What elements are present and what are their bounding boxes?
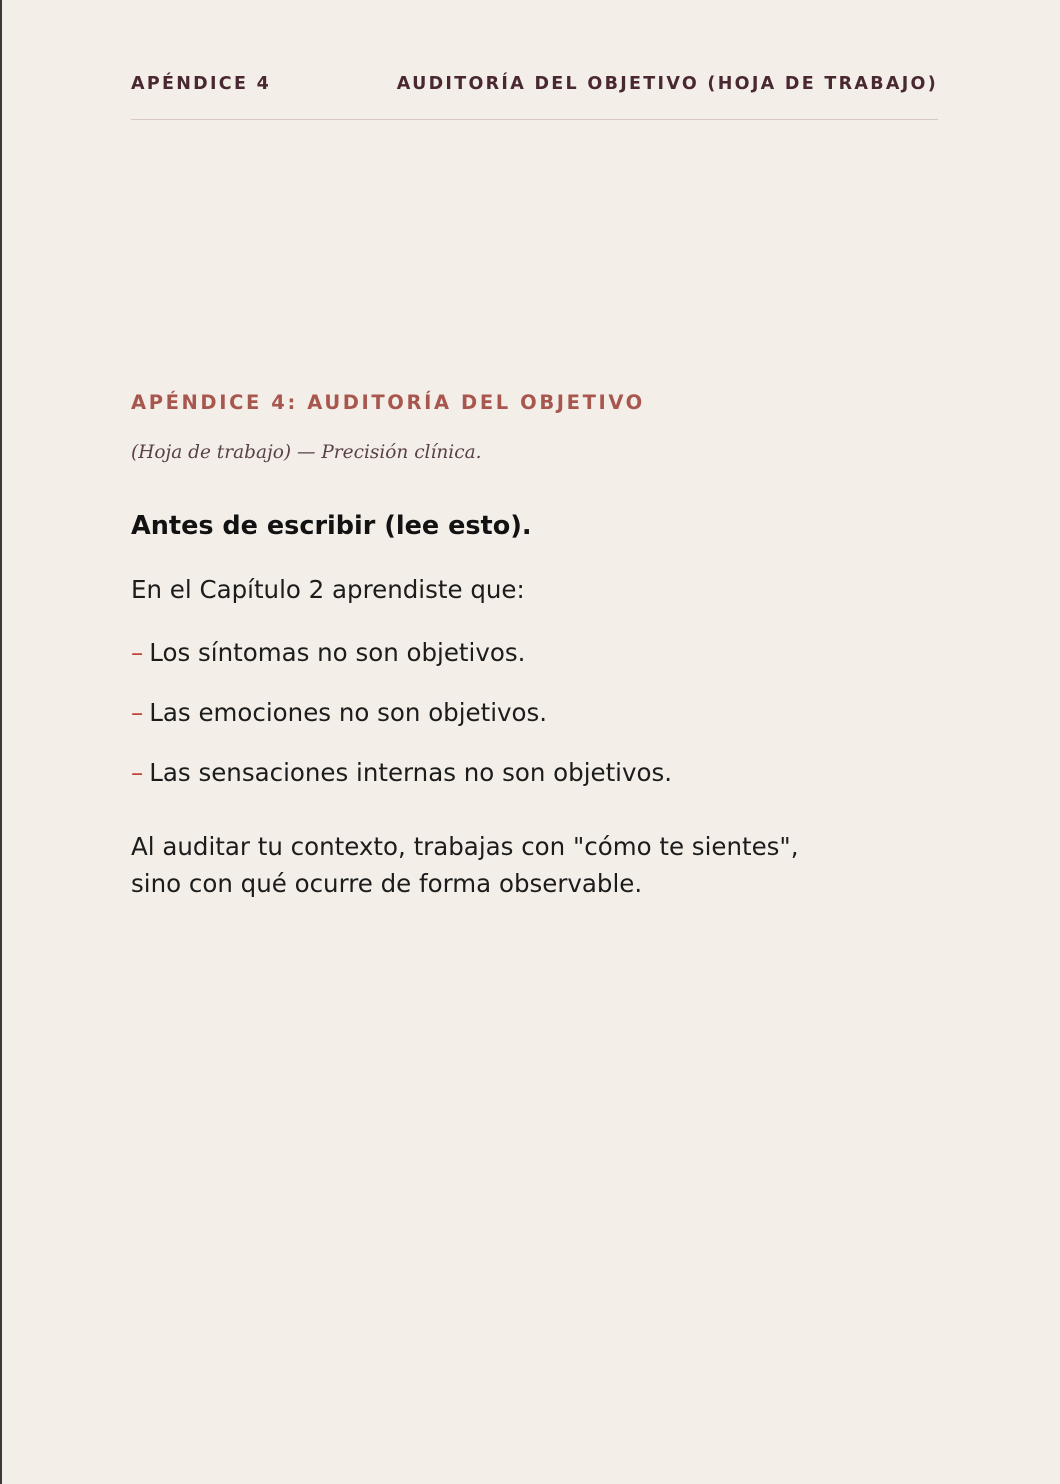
intro-paragraph: En el Capítulo 2 aprendiste que: xyxy=(131,575,525,604)
closing-line: sino con qué ocurre de forma observable. xyxy=(131,869,643,898)
running-header-right: AUDITORÍA DEL OBJETIVO (HOJA DE TRABAJO) xyxy=(396,74,938,94)
closing-paragraph xyxy=(131,828,931,902)
list-item-text: Los síntomas no son objetivos. xyxy=(149,638,526,667)
list-item-text: Las emociones no son objetivos. xyxy=(149,698,548,727)
bullet-dash: – xyxy=(131,698,144,727)
running-header xyxy=(131,70,938,98)
block-title: Antes de escribir (lee esto). xyxy=(131,511,532,541)
list-item xyxy=(131,638,525,667)
list-item xyxy=(131,758,672,787)
section-heading: APÉNDICE 4: AUDITORÍA DEL OBJETIVO xyxy=(131,391,645,414)
running-header-left: APÉNDICE 4 xyxy=(131,74,272,94)
list-item-text: Las sensaciones internas no son objetivos. xyxy=(149,758,673,787)
page-left-edge xyxy=(0,0,2,1484)
bullet-dash: – xyxy=(131,758,144,787)
section-subtitle: (Hoja de trabajo) — Precisión clínica. xyxy=(131,442,482,463)
list-item xyxy=(131,698,547,727)
header-divider xyxy=(131,119,938,120)
closing-line: Al auditar tu contexto, trabajas con "cómo te sientes", xyxy=(131,832,799,861)
bullet-dash: – xyxy=(131,638,144,667)
